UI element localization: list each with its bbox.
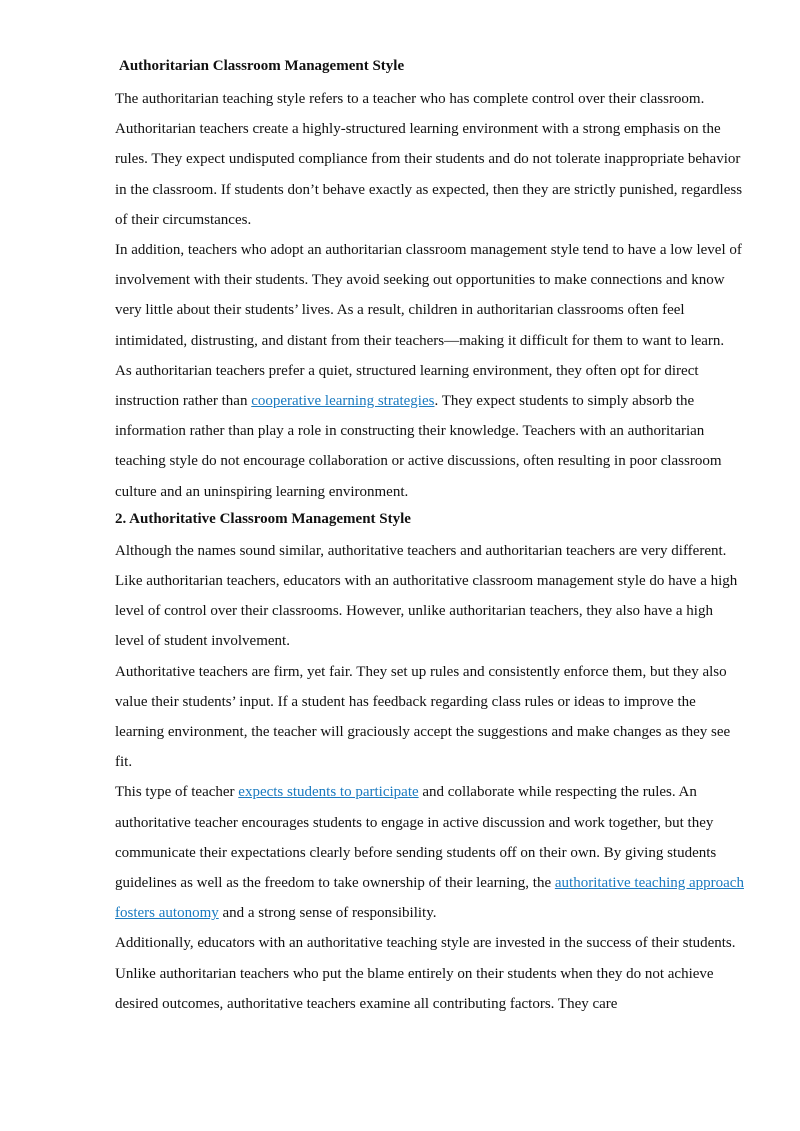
link-cooperative-learning[interactable]: cooperative learning strategies — [251, 393, 435, 410]
paragraph-authoritarian-instruction: As authoritarian teachers prefer a quiet, structured learning environment, they often opt for direct instruction rather than cooperative learning strategies. They expect students to simply absorb the information rather than play a role in constructing their knowledge. Teachers with an authoritarian teaching style do not encourage collaboration or active discussions, often resulting in poor classroom culture and an uninspiring learning environment. — [115, 362, 722, 500]
paragraph-authoritarian-definition: The authoritarian teaching style refers to a teacher who has complete control over their classroom. Authoritarian teachers create a highly-structured learning environment with a strong emphasis on the rules. They expect undisputed compliance from their students and do not tolerate inappropriate behavior in the classroom. If students don’t behave exactly as expected, then they are strictly punished, regardless of their circumstances. — [115, 91, 743, 228]
section-heading-authoritarian: Authoritarian Classroom Management Style — [119, 58, 405, 74]
document-page — [115, 56, 745, 1019]
paragraph-authoritative-participation: This type of teacher expects students to participate and collaborate while respecting the rules. An authoritative teacher encourages students to engage in active discussion and work together, but they communicate their expectations clearly before sending students off on their own. By giving students guidelines as well as the freedom to take ownership of their learning, the authoritative teaching approach fosters autonomy and a strong sense of responsibility. — [115, 784, 744, 922]
paragraph-authoritarian-involvement: In addition, teachers who adopt an authoritarian classroom management style tend to have a low level of involvement with their students. They avoid seeking out opportunities to make connections and know very little about their students’ lives. As a result, children in authoritarian classrooms often feel intimidated, distrusting, and distant from their teachers—making it difficult for them to want to learn. — [115, 242, 742, 349]
section-heading-authoritative: 2. Authoritative Classroom Management Style — [115, 510, 411, 527]
paragraph-authoritative-intro: Although the names sound similar, authoritative teachers and authoritarian teachers are very different. Like authoritarian teachers, educators with an authoritative classroom management style do have a high level of control over their classrooms. However, unlike authoritarian teachers, they also have a high level of student involvement. — [115, 542, 738, 650]
paragraph-authoritative-invested: Additionally, educators with an authoritative teaching style are invested in the success of their students. Unlike authoritarian teachers who put the blame entirely on their students when they do not achieve desired outcomes, authoritative teachers examine all contributing factors. They care — [115, 935, 736, 1012]
link-authoritative-approach-autonomy[interactable]: authoritative teaching approach fosters autonomy — [115, 875, 744, 922]
paragraph-authoritative-firm: Authoritative teachers are firm, yet fair. They set up rules and consistently enforce them, but they also value their students’ input. If a student has feedback regarding class rules or ideas to improve the learning environment, the teacher will graciously accept the suggestions and make changes as they see fit. — [115, 663, 731, 771]
link-expects-students-participate[interactable]: expects students to participate — [238, 784, 419, 801]
